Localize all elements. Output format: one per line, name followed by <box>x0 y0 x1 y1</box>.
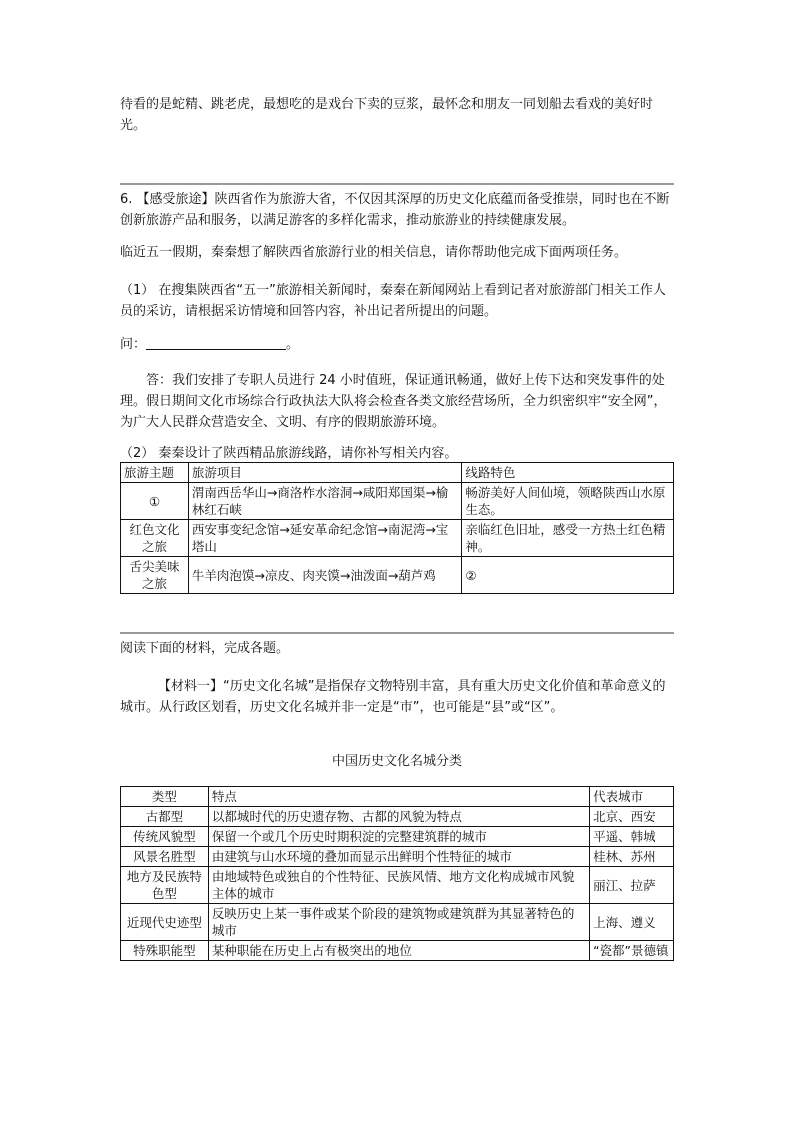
route-project: 牛羊肉泡馍→凉皮、肉夹馍→油泼面→葫芦鸡 <box>188 557 461 594</box>
table-row <box>121 463 674 483</box>
route-feature: 畅游美好人间仙境，领略陕西山水原生态。 <box>462 483 674 520</box>
route-theme: 舌尖美味之旅 <box>121 557 189 594</box>
ask-line <box>120 334 676 355</box>
city-examples: 桂林、苏州 <box>590 847 674 867</box>
city-header-type: 类型 <box>121 787 209 807</box>
table-row <box>121 827 674 847</box>
route-header-theme: 旅游主题 <box>121 463 189 483</box>
table-row <box>121 557 674 594</box>
city-header-cities: 代表城市 <box>590 787 674 807</box>
city-type: 古都型 <box>121 807 209 827</box>
table-row <box>121 941 674 961</box>
ask-label: 问： <box>120 337 147 352</box>
table-row <box>121 847 674 867</box>
city-feature: 保留一个或几个历史时期积淀的完整建筑群的城市 <box>208 827 589 847</box>
route-theme: 红色文化之旅 <box>121 520 189 557</box>
answer-blank[interactable] <box>146 334 286 350</box>
city-feature: 以都城时代的历史遗存物、古都的风貌为特点 <box>208 807 589 827</box>
city-examples: 平遥、韩城 <box>590 827 674 847</box>
route-project: 渭南西岳华山→商洛柞水溶洞→咸阳郑国渠→榆林红石峡 <box>188 483 461 520</box>
question-6-intro: 6. 【感受旅途】陕西省作为旅游大省，不仅因其深厚的历史文化底蕴而备受推崇，同时也在不断创新旅游产品和服务，以满足游客的多样化需求，推动旅游业的持续健康发展。 <box>120 192 670 228</box>
city-examples: 丽江、拉萨 <box>590 867 674 904</box>
table-row <box>121 867 674 904</box>
section-divider <box>120 632 674 634</box>
city-type: 近现代史迹型 <box>121 904 209 941</box>
interview-answer: 答：我们安排了专职人员进行 24 小时值班，保证通讯畅通，做好上传下达和突发事件的处理。假日期间文化市场综合行政执法大队将会检查各类文旅经营场所，全力织密织牢“安全网”，为广大人民群众营造安全、文明、有序的假期旅游环境。 <box>120 373 667 430</box>
section-divider <box>120 183 674 185</box>
city-classification-table <box>120 786 674 961</box>
top-paragraph: 待看的是蛇精、跳老虎，最想吃的是戏台下卖的豆浆，最怀念和朋友一同划船去看戏的美好时光。 <box>120 97 654 133</box>
city-type: 传统风貌型 <box>121 827 209 847</box>
city-feature: 反映历史上某一事件或某个阶段的建筑物或建筑群为其显著特色的城市 <box>208 904 589 941</box>
question-6-part-1: （1） 在搜集陕西省“五一”旅游相关新闻时，秦秦在新闻网站上看到记者对旅游部门相关工作人员的采访，请根据采访情境和回答内容，补出记者所提出的问题。 <box>120 283 666 319</box>
route-project: 西安事变纪念馆→延安革命纪念馆→南泥湾→宝塔山 <box>188 520 461 557</box>
ask-end: 。 <box>286 337 300 352</box>
city-examples: “瓷都”景德镇 <box>590 941 674 961</box>
city-type: 特殊职能型 <box>121 941 209 961</box>
city-type: 风景名胜型 <box>121 847 209 867</box>
route-table <box>120 462 674 594</box>
city-examples: 北京、西安 <box>590 807 674 827</box>
city-type: 地方及民族特色型 <box>121 867 209 904</box>
city-feature: 由建筑与山水环境的叠加而显示出鲜明个性特征的城市 <box>208 847 589 867</box>
question-6-task: 临近五一假期，秦秦想了解陕西省旅游行业的相关信息，请你帮助他完成下面两项任务。 <box>120 245 628 260</box>
material-1: 【材料一】“历史文化名城”是指保存文物特别丰富，具有重大历史文化价值和革命意义的城市。从行政区划看，历史文化名城并非一定是“市”，也可能是“县”或“区”。 <box>120 679 666 715</box>
table-row <box>121 904 674 941</box>
table-row <box>121 807 674 827</box>
city-feature: 某种职能在历史上占有极突出的地位 <box>208 941 589 961</box>
reading-instruction: 阅读下面的材料，完成各题。 <box>120 641 290 656</box>
question-6-part-2: （2） 秦秦设计了陕西精品旅游线路，请你补写相关内容。 <box>120 446 458 461</box>
city-examples: 上海、遵义 <box>590 904 674 941</box>
table-row <box>121 787 674 807</box>
table-title: 中国历史文化名城分类 <box>331 754 462 769</box>
table-row <box>121 520 674 557</box>
route-header-feature: 线路特色 <box>462 463 674 483</box>
city-feature: 由地域特色或独自的个性特征、民族风情、地方文化构成城市风貌主体的城市 <box>208 867 589 904</box>
route-theme-blank-1[interactable]: ① <box>121 483 189 520</box>
route-feature-blank-2[interactable]: ② <box>462 557 674 594</box>
route-feature: 亲临红色旧址，感受一方热土红色精神。 <box>462 520 674 557</box>
table-row <box>121 483 674 520</box>
route-header-project: 旅游项目 <box>188 463 461 483</box>
city-header-feature: 特点 <box>208 787 589 807</box>
